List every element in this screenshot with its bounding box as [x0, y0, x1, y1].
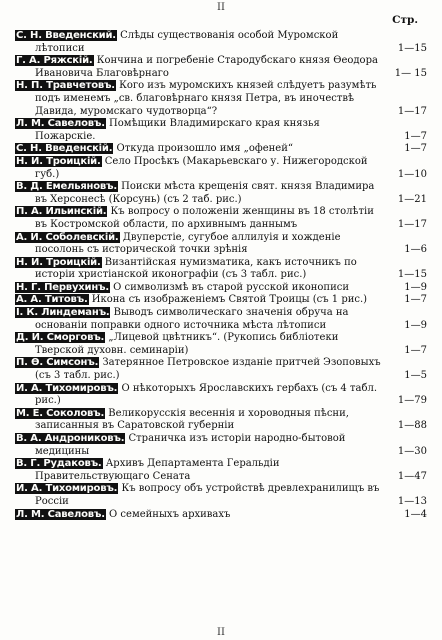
page-number-top: II: [217, 2, 225, 13]
toc-entry-pages: 1—15: [397, 42, 427, 54]
toc-entry: [15, 30, 427, 55]
toc-entry-author: Н. Г. Первухинъ.: [16, 281, 109, 293]
toc-entry-pages: 1—9: [404, 319, 427, 331]
toc-entry-author: И. А. Тихомировъ.: [16, 382, 118, 394]
toc-entry-title: Византійская нумизматика, какъ источникъ по исторіи христіанской иконографіи (съ 3 табл. рис.): [35, 256, 357, 281]
toc-entry-author: М. Е. Соколовъ.: [16, 407, 105, 419]
toc-entry-pages: 1—17: [397, 218, 427, 230]
toc-entry-title: „Лицевой цвѣтникъ“. (Рукопись библіотеки Тверской духовн. семинаріи): [35, 332, 339, 356]
toc-entry-pages: 1—17: [397, 105, 427, 117]
toc-entry-author: А. А. Титовъ.: [16, 294, 88, 306]
toc-entry-pages: 1—9: [404, 281, 427, 293]
toc-entry-title: Выводъ символическаго значенія обруча на основаніи поправки одного источника мѣста лѣтописи: [35, 307, 349, 331]
toc-entry: [15, 181, 427, 206]
toc-entry-author: С. Н. Введенскій.: [16, 143, 113, 155]
toc-entry: [15, 408, 427, 433]
toc-entry-pages: 1—4: [404, 508, 427, 520]
toc-entry-author: В. Г. Рудаковъ.: [16, 458, 102, 470]
toc-entry-author: І. К. Линдеманъ.: [16, 307, 110, 319]
toc-entry-title: Село Просѣкъ (Макарьевскаго у. Нижегородской губ.): [35, 155, 368, 180]
toc-entry: [15, 257, 427, 282]
toc-entry: [15, 357, 427, 382]
toc-entry-title: Слѣды существованія особой Муромской лѣтописи: [35, 30, 339, 54]
toc-entry-pages: 1—6: [404, 244, 427, 256]
toc-entry: [15, 307, 427, 332]
toc-entry: [15, 483, 427, 508]
toc-entry-author: Д. И. Сморговъ.: [16, 332, 105, 344]
toc-entry-title: О семейныхъ архивахъ: [109, 508, 231, 520]
toc-entry-author: Н. И. Троицкій.: [16, 155, 101, 167]
toc-entry-pages: 1—30: [397, 445, 427, 457]
toc-entry: [15, 332, 427, 357]
toc-entry: [15, 294, 427, 307]
toc-entry: [15, 433, 427, 458]
toc-entry-author: С. Н. Введенский.: [16, 30, 116, 41]
toc-entry-title: О нѣкоторыхъ Ярославскихъ гербахъ (съ 4 табл. рис.): [35, 382, 377, 407]
toc-entry-author: В. Д. Емельяновъ.: [16, 181, 117, 193]
toc-entry-pages: 1—7: [404, 294, 427, 306]
toc-entry-title: Двуперстіе, сугубое аллилуія и хожденіе посолонь съ исторической точки зрѣнія: [35, 231, 341, 256]
toc-entry-author: Н. И. Троицкій.: [16, 256, 101, 268]
toc-entry: [15, 383, 427, 408]
toc-entry-title: Поиски мѣста крещенія свят. князя Владимира въ Херсонесѣ (Корсунь) (съ 2 таб. рис.): [35, 181, 375, 205]
pages-column-header: Стр.: [392, 14, 418, 26]
toc-entry: [15, 156, 427, 181]
toc-entry-pages: 1—7: [404, 143, 427, 155]
toc-entry-title: Затерянное Петровское изданіе притчей Эзоповыхъ (съ 3 табл. рис.): [35, 357, 381, 382]
toc-entry-pages: 1—88: [397, 420, 427, 432]
toc-entry-author: Г. А. Ряжскій.: [16, 55, 93, 67]
toc-entry-pages: 1—47: [397, 470, 427, 482]
toc-entry: [15, 232, 427, 257]
toc-entry-pages: 1—79: [397, 395, 427, 407]
toc-entry-pages: 1—21: [397, 193, 427, 205]
toc-entry-pages: 1—7: [404, 344, 427, 356]
toc-entry-pages: 1— 15: [394, 67, 427, 79]
toc-entry-author: П. А. Ильинскій.: [16, 206, 107, 218]
toc-entry-title: Къ вопросу объ устройствѣ древлехранилищъ въ Россіи: [35, 483, 380, 507]
toc-entry: [15, 118, 427, 143]
toc-entry: [15, 282, 427, 295]
toc-entry-title: Кончина и погребеніе Стародубскаго князя Ѳеодора Ивановича Благовѣрнаго: [35, 55, 378, 79]
toc-entry: [15, 55, 427, 80]
toc-entry-title: Откуда произошло имя „офеней“: [116, 143, 293, 155]
toc-entry-title: Великорусскія весеннія и хороводныя пѣсни, записанныя въ Саратовской губерніи: [35, 407, 349, 432]
toc-entry-author: Н. П. Травчетовъ.: [16, 80, 115, 92]
toc-entry-pages: 1—15: [397, 269, 427, 281]
toc-entry-author: В. А. Андрониковъ.: [16, 433, 125, 444]
toc-entry-author: И. А. Тихомировъ.: [16, 483, 118, 495]
toc-entry-title: О символизмѣ въ старой русской иконописи: [113, 281, 350, 293]
toc-entry-author: А. И. Соболевскій.: [16, 231, 119, 243]
toc-entry-pages: 1—5: [404, 370, 427, 382]
toc-entry-title: Страничка изъ исторіи народно-бытовой медицины: [35, 433, 346, 457]
toc-entry-title: Икона съ изображеніемъ Святой Троицы (съ 1 рис.): [91, 294, 368, 306]
toc-entry-title: Помѣщики Владимирскаго края князья Пожарскіе.: [35, 118, 320, 142]
toc-entry: [15, 509, 427, 522]
toc-entry-title: Къ вопросу о положеніи женщины въ 18 столѣтіи въ Костромской области, по архивнымъ даннымъ: [35, 206, 374, 230]
toc-entry-pages: 1—10: [397, 168, 427, 180]
toc-entry: [15, 143, 427, 156]
table-of-contents: [15, 30, 427, 521]
toc-entry: [15, 206, 427, 231]
toc-entry-pages: 1—7: [404, 130, 427, 142]
toc-entry-author: П. Ѳ. Симсонъ.: [16, 357, 99, 369]
toc-entry: [15, 458, 427, 483]
toc-entry-author: Л. М. Савеловъ.: [16, 118, 105, 130]
page-number-bottom: II: [217, 627, 225, 638]
toc-entry: [15, 80, 427, 118]
toc-entry-title: Архивъ Департамента Геральдіи Правительствующаго Сената: [35, 458, 280, 482]
toc-entry-title: Кого изъ муромскихъ князей слѣдуетъ разумѣть подъ именемъ „св. благовѣрнаго князя Петра, въ иночествѣ Давида, муромскаго чудотворца“?: [35, 80, 377, 117]
toc-entry-pages: 1—13: [397, 495, 427, 507]
toc-entry-author: Л. М. Савеловъ.: [16, 508, 105, 520]
